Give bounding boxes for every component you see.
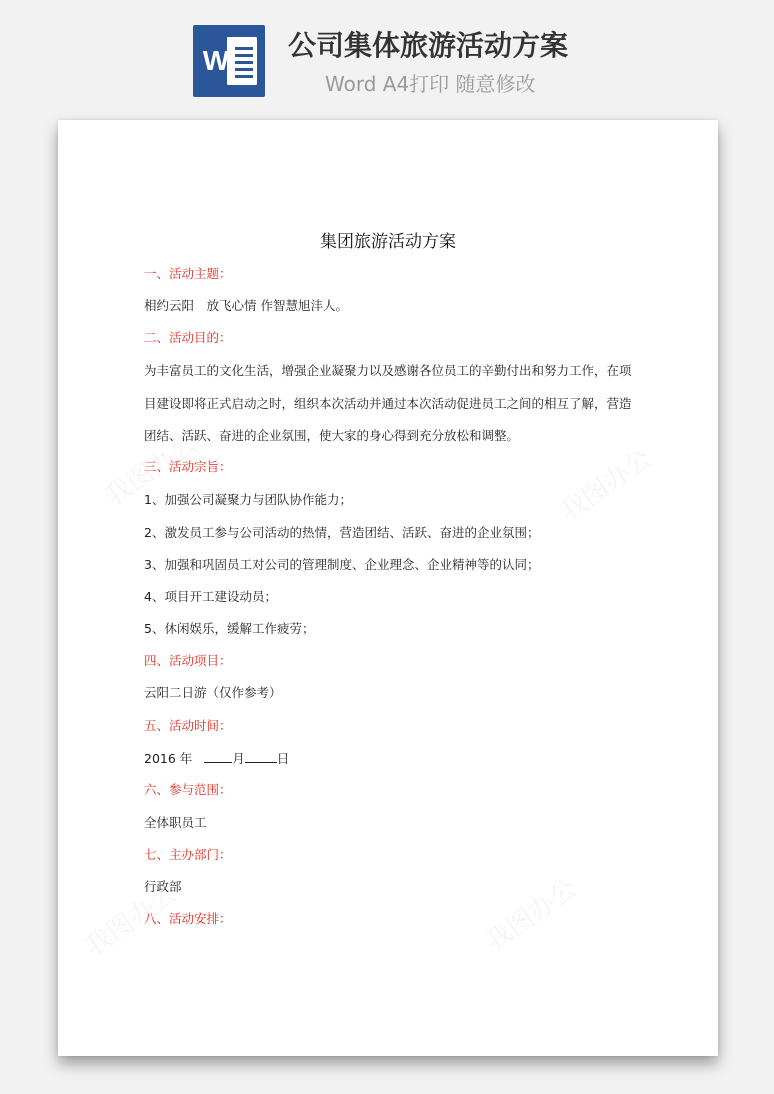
document-title: 集团旅游活动方案 xyxy=(320,232,456,252)
word-icon-letter: W xyxy=(202,45,230,76)
purpose-text-line-2: 目建设即将正式启动之时，组织本次活动并通过本次活动促进员工之间的相互了解，营造 xyxy=(144,396,632,411)
aim-item-1: 1、加强公司凝聚力与团队协作能力； xyxy=(144,492,352,507)
section-heading-theme: 一、活动主题： xyxy=(144,266,232,281)
purpose-text-line-1: 为丰富员工的文化生活，增强企业凝聚力以及感谢各位员工的辛勤付出和努力工作，在项 xyxy=(144,363,632,378)
section-heading-purpose: 二、活动目的： xyxy=(144,330,232,345)
page-header xyxy=(0,0,774,110)
section-heading-organizer: 七、主办部门： xyxy=(144,847,232,862)
word-app-icon xyxy=(193,25,265,97)
header-title: 公司集体旅游活动方案 xyxy=(288,29,569,62)
month-blank xyxy=(204,748,232,763)
header-subtitle: Word A4打印 随意修改 xyxy=(325,72,536,96)
time-month: 月 xyxy=(232,751,245,766)
section-heading-schedule: 八、活动安排： xyxy=(144,911,232,926)
section-heading-project: 四、活动项目： xyxy=(144,653,232,668)
time-year: 2016 年 xyxy=(144,751,193,766)
watermark xyxy=(552,439,658,529)
aim-item-4: 4、项目开工建设动员； xyxy=(144,589,277,604)
day-blank xyxy=(245,748,277,763)
project-text: 云阳二日游（仅作参考） xyxy=(144,685,282,700)
theme-text: 相约云阳 放飞心情 作智慧旭沣人。 xyxy=(144,298,348,313)
aim-item-3: 3、加强和巩固员工对公司的管理制度、企业理念、企业精神等的认同； xyxy=(144,557,540,572)
aim-item-2: 2、激发员工参与公司活动的热情，营造团结、活跃、奋进的企业氛围； xyxy=(144,525,540,540)
purpose-text-line-3: 团结、活跃、奋进的企业氛围，使大家的身心得到充分放松和调整。 xyxy=(144,428,520,443)
time-day: 日 xyxy=(276,751,290,766)
watermark xyxy=(477,869,583,959)
section-heading-scope: 六、参与范围： xyxy=(144,782,232,797)
scope-text: 全体职员工 xyxy=(144,815,207,830)
time-text xyxy=(144,748,289,768)
aim-item-5: 5、休闲娱乐，缓解工作疲劳； xyxy=(144,621,315,636)
organizer-text: 行政部 xyxy=(144,879,182,894)
section-heading-aim: 三、活动宗旨： xyxy=(144,459,232,474)
document-page-shape xyxy=(227,37,257,85)
section-heading-time: 五、活动时间： xyxy=(144,718,232,733)
document-page xyxy=(58,120,718,1056)
